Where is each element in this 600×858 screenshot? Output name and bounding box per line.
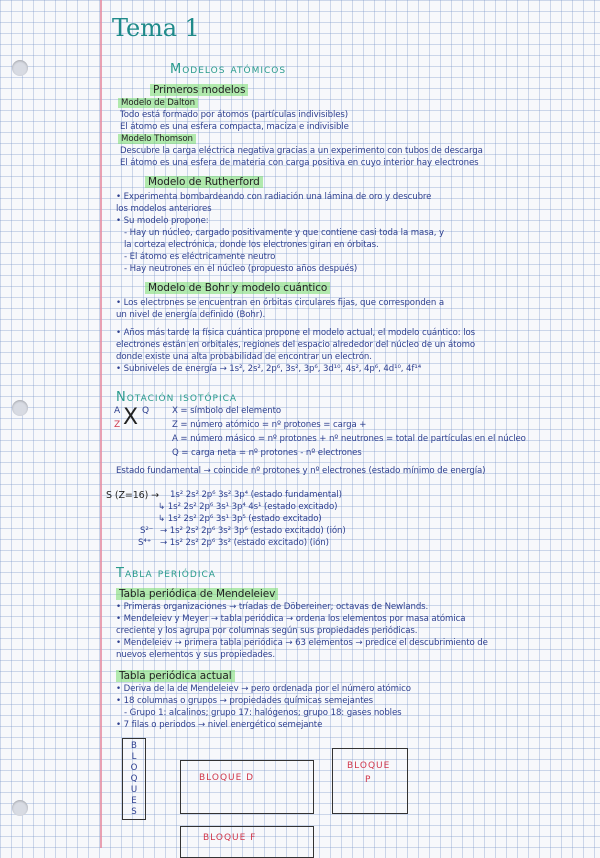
estado-fundamental: Estado fundamental → coincide nº protones y nº electrones (estado mínimo de energía) xyxy=(116,466,486,476)
bloque-s-letter: B xyxy=(131,741,137,751)
binder-hole xyxy=(12,800,28,816)
isotope-a: A xyxy=(114,406,121,416)
s-config-2: ↳ 1s² 2s² 2p⁶ 3s¹ 3p⁴ 4s¹ (estado excitado) xyxy=(158,502,338,512)
bloque-d-label: BLOQUE D xyxy=(199,773,255,783)
bloque-p-label: BLOQUE xyxy=(347,761,391,771)
s-label: S (Z=16) → xyxy=(106,490,159,501)
bloque-s-box xyxy=(122,738,146,820)
isotope-x: X xyxy=(123,405,138,430)
bohr-line-4: electrones están en orbitales, regiones del espacio alrededor del núcleo de un átomo xyxy=(116,340,476,350)
actual-line-2: • 18 columnas o grupos → propiedades químicas semejantes xyxy=(116,696,374,706)
thomson-line-2: El átomo es una esfera de materia con carga positiva en cuyo interior hay electrones xyxy=(120,158,479,168)
subheading-mendeleiev: Tabla periódica de Mendeleiev xyxy=(116,588,278,600)
actual-line-3: - Grupo 1: alcalinos; grupo 17: halógenos; grupo 18: gases nobles xyxy=(124,708,402,718)
def-z: Z = número atómico = nº protones = carga + xyxy=(172,420,367,430)
rutherford-line-4: - Hay un núcleo, cargado positivamente y que contiene casi toda la masa, y xyxy=(124,228,444,238)
actual-line-1: • Deriva de la de Mendeleiev → pero ordenada por el número atómico xyxy=(116,684,411,694)
def-x: X = símbolo del elemento xyxy=(172,406,282,416)
mendeleiev-line-2: • Mendeleiev y Meyer → tabla periódica → ordena los elementos por masa atómica xyxy=(116,614,466,624)
section-heading-notacion: Notación isotópica xyxy=(116,390,238,405)
dalton-label: Modelo de Dalton xyxy=(118,98,198,108)
rutherford-line-5: la corteza electrónica, donde los electrones giran en órbitas. xyxy=(124,240,379,250)
s2-label: S²⁻ xyxy=(140,526,154,536)
rutherford-line-3: • Su modelo propone: xyxy=(116,216,209,226)
bloque-s-letter: O xyxy=(130,763,138,773)
dalton-line-2: El átomo es una esfera compacta, maciza e indivisible xyxy=(120,122,349,132)
bloque-d-box xyxy=(180,760,314,814)
rutherford-line-1: • Experimenta bombardeando con radiación una lámina de oro y descubre xyxy=(116,192,432,202)
isotope-z: Z xyxy=(114,420,121,430)
bloque-s-letter: Q xyxy=(130,774,138,784)
margin-line xyxy=(100,0,102,848)
bloque-s-letter: U xyxy=(130,785,138,795)
rutherford-line-2: los modelos anteriores xyxy=(116,204,212,214)
s2-config: → 1s² 2s² 2p⁶ 3s² 3p⁶ (estado excitado) (ión) xyxy=(160,526,346,536)
rutherford-line-7: - Hay neutrones en el núcleo (propuesto años después) xyxy=(124,264,358,274)
s-config-3: ↳ 1s² 2s² 2p⁶ 3s¹ 3p⁵ (estado excitado) xyxy=(158,514,322,524)
bohr-line-2: un nivel de energía definido (Bohr). xyxy=(116,310,266,320)
mendeleiev-line-3: creciente y los agrupa por columnas según sus propiedades periódicas. xyxy=(116,626,418,636)
bloque-f-box xyxy=(180,826,314,858)
dalton-line-1: Todo está formado por átomos (partículas indivisibles) xyxy=(120,110,349,120)
def-a: A = número másico = nº protones + nº neutrones = total de partículas en el núcleo xyxy=(172,434,526,444)
def-q: Q = carga neta = nº protones - nº electrones xyxy=(172,448,362,458)
rutherford-label: Modelo de Rutherford xyxy=(145,176,263,188)
bohr-line-1: • Los electrones se encuentran en órbitas circulares fijas, que corresponden a xyxy=(116,298,445,308)
bohr-line-5: donde existe una alta probabilidad de encontrar un electrón. xyxy=(116,352,372,362)
actual-line-4: • 7 filas o periodos → nivel energético semejante xyxy=(116,720,323,730)
binder-hole xyxy=(12,400,28,416)
bloque-s-letter: L xyxy=(131,752,137,762)
subheading-primeros: Primeros modelos xyxy=(150,84,248,96)
bohr-line-6: • Subniveles de energía → 1s², 2s², 2p⁶, 3s², 3p⁶, 3d¹⁰, 4s², 4p⁶, 4d¹⁰, 4f¹⁴ xyxy=(116,364,422,374)
bloque-p-letter: P xyxy=(365,775,372,785)
bloque-s-letter: S xyxy=(131,807,137,817)
thomson-label: Modelo Thomson xyxy=(118,134,196,144)
bohr-line-3: • Años más tarde la física cuántica propone el modelo actual, el modelo cuántico: los xyxy=(116,328,476,338)
section-heading-modelos: Modelos atómicos xyxy=(170,62,287,77)
section-heading-tabla: Tabla periódica xyxy=(116,566,216,581)
bloque-s-letter: E xyxy=(131,796,137,806)
mendeleiev-line-5: nuevos elementos y sus propiedades. xyxy=(116,650,275,660)
page-title: Tema 1 xyxy=(112,14,200,42)
s4-label: S⁴⁺ xyxy=(138,538,152,548)
rutherford-line-6: - El átomo es eléctricamente neutro xyxy=(124,252,276,262)
mendeleiev-line-1: • Primeras organizaciones → tríadas de Döbereiner; octavas de Newlands. xyxy=(116,602,429,612)
binder-hole xyxy=(12,60,28,76)
bohr-label: Modelo de Bohr y modelo cuántico xyxy=(145,282,330,294)
subheading-actual: Tabla periódica actual xyxy=(116,670,235,682)
mendeleiev-line-4: • Mendeleiev → primera tabla periódica → 63 elementos → predice el descubrimiento de xyxy=(116,638,488,648)
s4-config: → 1s² 2s² 2p⁶ 3s² (estado excitado) (ión) xyxy=(160,538,329,548)
thomson-line-1: Descubre la carga eléctrica negativa gracias a un experimento con tubos de descarga xyxy=(120,146,483,156)
s-config-1: 1s² 2s² 2p⁶ 3s² 3p⁴ (estado fundamental) xyxy=(170,490,342,500)
bloque-f-label: BLOQUE F xyxy=(203,833,257,843)
bloque-p-box xyxy=(332,748,408,814)
isotope-q: Q xyxy=(142,406,149,416)
